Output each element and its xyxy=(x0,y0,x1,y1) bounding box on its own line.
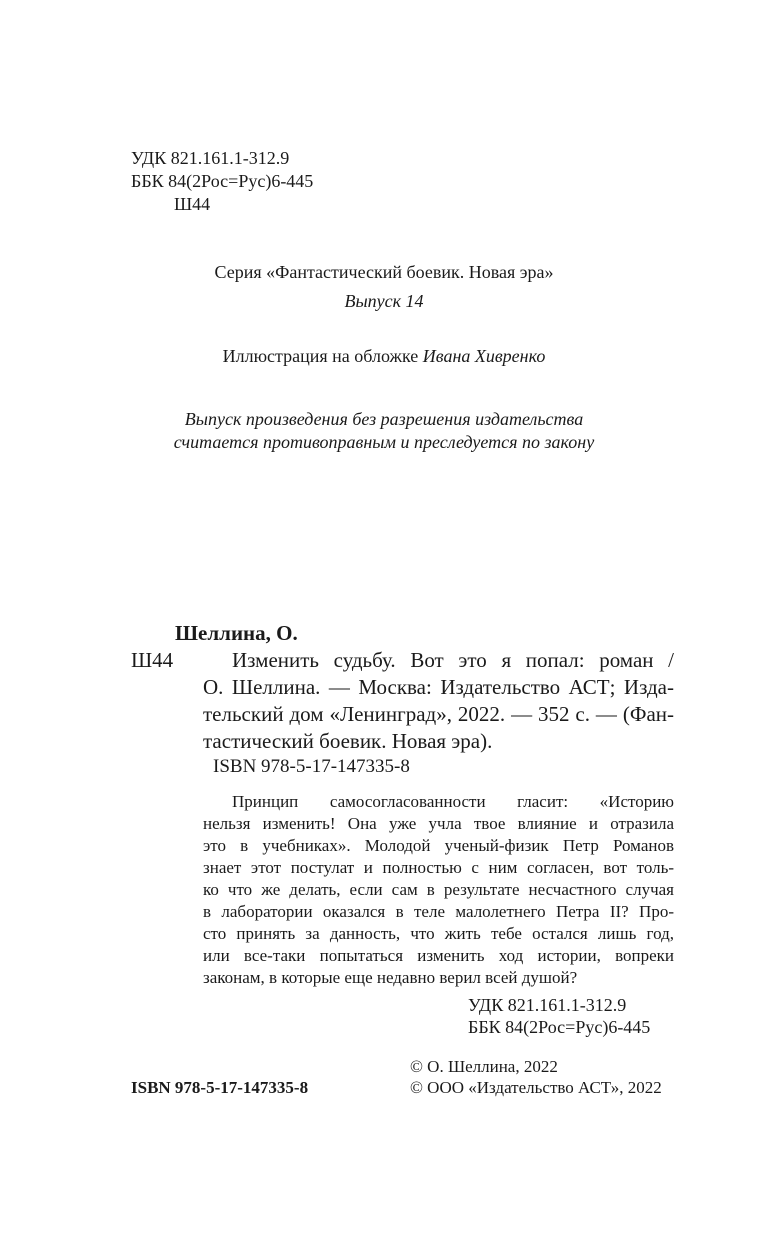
annotation-line-5: ко что же делать, если сам в результате несчастного случая xyxy=(203,880,674,899)
udk-code-top: УДК 821.161.1-312.9 xyxy=(131,148,290,168)
bib-title-line-2: О. Шеллина. — Москва: Издательство АСТ; Изда- xyxy=(203,675,674,699)
bib-isbn: ISBN 978-5-17-147335-8 xyxy=(213,756,410,777)
annotation-line-9: законам, в которые еще недавно верил всей душой? xyxy=(203,968,578,987)
illustrator-name: Ивана Хивренко xyxy=(422,346,546,366)
copyright-publisher: © ООО «Издательство АСТ», 2022 xyxy=(410,1078,662,1097)
bib-title-line-4: тастический боевик. Новая эра). xyxy=(203,729,493,753)
footer-isbn: ISBN 978-5-17-147335-8 xyxy=(131,1078,309,1097)
bib-title-line-3: тельский дом «Ленинград», 2022. — 352 с. — (Фан- xyxy=(203,702,674,726)
bbk-code-bottom: ББК 84(2Рос=Рус)6-445 xyxy=(468,1017,651,1037)
bib-author-heading: Шеллина, О. xyxy=(175,621,298,645)
bib-author-mark: Ш44 xyxy=(131,648,174,672)
legal-warning-line-1: Выпуск произведения без разрешения издательства xyxy=(184,409,584,429)
annotation-line-1: Принцип самосогласованности гласит: «Историю xyxy=(232,792,674,811)
copyright-author: © О. Шеллина, 2022 xyxy=(410,1057,558,1076)
author-mark-top: Ш44 xyxy=(174,194,211,214)
bbk-code-top: ББК 84(2Рос=Рус)6-445 xyxy=(131,171,314,191)
series-issue: Выпуск 14 xyxy=(344,291,424,311)
annotation-line-4: знает этот постулат и полностью с ним согласен, вот толь- xyxy=(203,858,674,877)
annotation-line-3: это в учебниках». Молодой ученый-физик Петр Романов xyxy=(203,836,674,855)
udk-code-bottom: УДК 821.161.1-312.9 xyxy=(468,995,627,1015)
annotation-line-7: сто принять за данность, что жить тебе остался лишь год, xyxy=(203,924,674,943)
bib-title-line-1: Изменить судьбу. Вот это я попал: роман / xyxy=(232,648,674,672)
series-line: Серия «Фантастический боевик. Новая эра» xyxy=(214,262,554,282)
annotation-line-2: нельзя изменить! Она уже учла твое влияние и отразила xyxy=(203,814,674,833)
illustration-credit xyxy=(0,345,768,367)
annotation-line-6: в лаборатории оказался в теле малолетнего Петра II? Про- xyxy=(203,902,674,921)
illustration-prefix: Иллюстрация на обложке xyxy=(222,346,423,366)
annotation-line-8: или все-таки попытаться изменить ход истории, вопреки xyxy=(203,946,674,965)
legal-warning-line-2: считается противоправным и преследуется по закону xyxy=(173,432,595,452)
